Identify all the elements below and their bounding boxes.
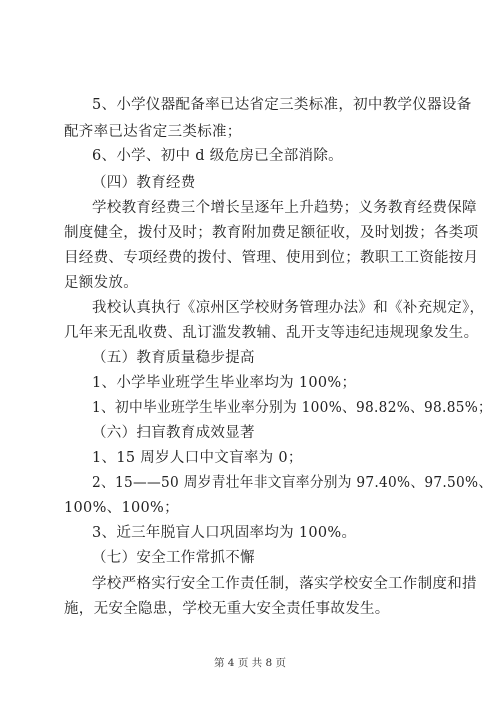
text-line: 1、小学毕业班学生毕业率均为 100%； [92, 375, 357, 391]
text-line: 足额发放。 [64, 275, 138, 291]
text-line: 几年来无乱收费、乱订滥发教辅、乱开支等违纪违规现象发生。 [64, 325, 479, 341]
text-line: 6、小学、初中 d 级危房已全部消除。 [92, 148, 343, 164]
page-footer: 第 4 页 共 8 页 [213, 657, 287, 669]
text-line: 目经费、专项经费的拨付、管理、使用到位；教职工工资能按月 [64, 250, 479, 266]
section-heading: （六）扫盲教育成效显著 [92, 425, 255, 441]
text-line: 学校严格实行安全工作责任制，落实学校安全工作制度和措 [92, 576, 477, 592]
section-heading: （七）安全工作常抓不懈 [92, 550, 255, 566]
text-line: 制度健全，拨付及时；教育附加费足额征收，及时划拨；各类项 [64, 225, 479, 241]
text-line: 3、近三年脱盲人口巩固率均为 100%。 [92, 525, 357, 541]
section-heading: （四）教育经费 [92, 175, 196, 191]
text-line: 1、15 周岁人口中文盲率为 0； [92, 450, 303, 466]
text-line: 100%、100%； [64, 500, 179, 516]
text-line: 5、小学仪器配备率已达省定三类标准，初中教学仪器设备 [92, 97, 472, 113]
text-line: 配齐率已达省定三类标准； [64, 124, 242, 140]
text-line: 1、初中毕业班学生毕业率分别为 100%、98.82%、98.85%； [92, 400, 493, 416]
text-line: 施，无安全隐患，学校无重大安全责任事故发生。 [64, 601, 390, 617]
section-heading: （五）教育质量稳步提高 [92, 350, 255, 366]
text-line: 2、15——50 周岁青壮年非文盲率分别为 97.40%、97.50%、 [92, 475, 493, 491]
text-line: 学校教育经费三个增长呈逐年上升趋势；义务教育经费保障 [92, 200, 477, 216]
text-line: 我校认真执行《凉州区学校财务管理办法》和《补充规定》， [92, 300, 485, 316]
